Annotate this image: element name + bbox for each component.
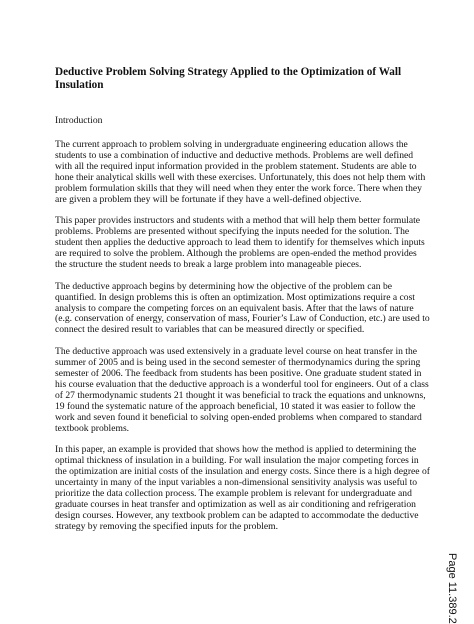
paragraph-5: In this paper, an example is provided that shows how the method is applied to determining the optimal thickness of insulation in a building. For wall insulation the major competing forces in the optimization are initial costs of the insulation and energy costs. Since there is a high degree of uncertainty in many of the input variables a non-dimensional sensitivity analysis was useful to prioritize the data collection process. The example problem is relevant for undergraduate and graduate courses in heat transfer and optimization as well as air conditioning and refrigeration design courses. However, any textbook problem can be adapted to accommodate the deductive strategy by removing the specified inputs for the problem. [55, 444, 430, 532]
paragraph-4: The deductive approach was used extensively in a graduate level course on heat transfer in the summer of 2005 and is being used in the second semester of thermodynamics during the spring semester of 2006. The feedback from students has been positive. One graduate student stated in his course evaluation that the deductive approach is a wonderful tool for engineers. Out of a class of 27 thermodynamic students 21 thought it was beneficial to track the equations and unknowns, 19 found the systematic nature of the approach beneficial, 10 stated it was easier to follow the work and seven found it beneficial to solving open-ended problems when compared to standard textbook problems. [55, 346, 429, 434]
page-number-label: Page 11.389.2 [446, 553, 458, 624]
section-heading-introduction: Introduction [55, 115, 103, 126]
paper-title: Deductive Problem Solving Strategy Applied to the Optimization of Wall Insulation [55, 66, 402, 91]
paragraph-2: This paper provides instructors and students with a method that will help them better formulate problems. Problems are presented without specifying the inputs needed for the solution. The student then applies the deductive approach to lead them to identify for themselves which inputs are required to solve the problem. Although the problems are open-ended the method provides the structure the student needs to break a large problem into manageable pieces. [55, 215, 425, 270]
paragraph-3: The deductive approach begins by determining how the objective of the problem can be quantified. In design problems this is often an optimization. Most optimizations require a cost analysis to compare the competing forces on an equivalent basis. After that the laws of nature (e.g. conservation of energy, conservation of mass, Fourier’s Law of Conduction, etc.) are used to connect the desired result to variables that can be measured directly or specified. [55, 280, 430, 336]
paragraph-1: The current approach to problem solving in undergraduate engineering education allows the students to use a combination of inductive and deductive methods. Problems are well defined with all the required input information provided in the problem statement. Students are able to hone their analytical skills well with these exercises. Unfortunately, this does not help them with problem formulation skills that they will need when they enter the work force. There when they are given a problem they will be fortunate if they have a well-defined objective. [55, 139, 426, 205]
page-content [55, 66, 430, 543]
